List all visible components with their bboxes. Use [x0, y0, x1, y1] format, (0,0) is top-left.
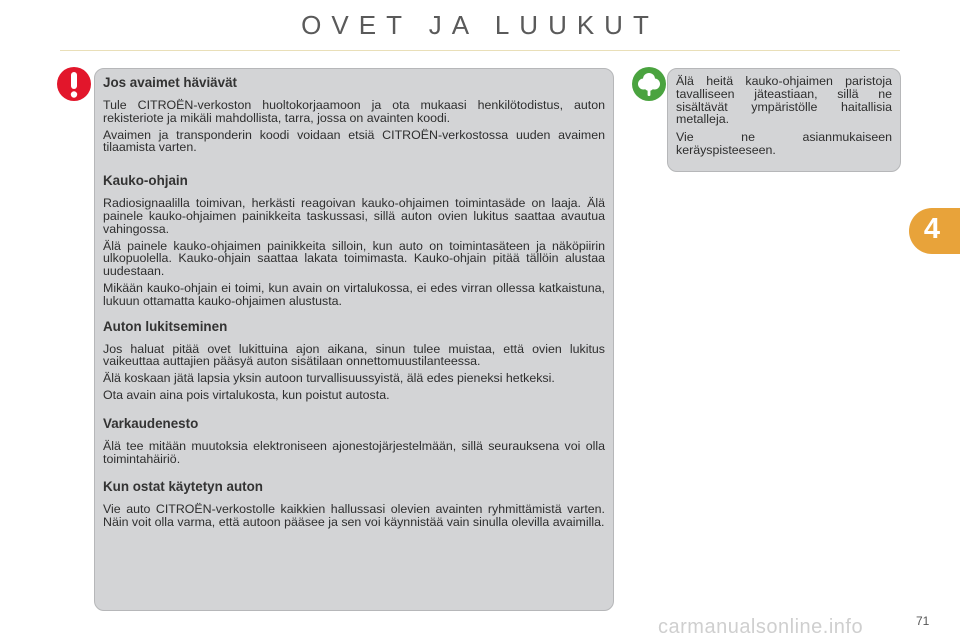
paragraph: Radiosignaalilla toimivan, herkästi reagoivan kauko-ohjaimen toimintasäde on laaja. Älä painele kauko-ohjaimen painikkeita taskussasi, sillä auton ovien lukitus saattaa avautua vahingossa. [103, 196, 605, 236]
leaf-icon [631, 66, 667, 102]
section-heading-immobiliser: Varkaudenesto [103, 415, 199, 431]
page-number: 71 [916, 614, 930, 628]
paragraph: Vie ne asianmukaiseen keräyspisteeseen. [676, 130, 892, 157]
section-heading-used-car: Kun ostat käytetyn auton [103, 479, 263, 495]
paragraph: Jos haluat pitää ovet lukittuina ajon aikana, sinun tulee muistaa, että ovien lukitus vaikeuttaa auttajien pääsyä auton sisätilaan onnettomuustilanteessa. [103, 341, 605, 369]
section-heading-lost-keys: Jos avaimet häviävät [103, 75, 237, 90]
environment-note-panel [667, 68, 901, 172]
chapter-tab [909, 208, 960, 254]
page-title: OVET JA LUUKUT [301, 10, 659, 40]
paragraph: Älä koskaan jätä lapsia yksin autoon turvallisuussyistä, älä edes pieneksi hetkeksi. [103, 371, 555, 386]
paragraph: Älä painele kauko-ohjaimen painikkeita silloin, kun auto on toimintasäteen ja näköpiirin ulkopuolella. Kauko-ohjain saattaa lakata toimimasta. Kauko-ohjain pitää tällöin alustaa uudestaan. [103, 238, 605, 279]
title-divider [60, 50, 900, 51]
paragraph: Ota avain aina pois virtalukosta, kun poistut autosta. [103, 387, 390, 402]
paragraph: Älä tee mitään muutoksia elektroniseen ajonestojärjestelmään, sillä seurauksena voi olla toimintahäiriö. [103, 438, 605, 466]
paragraph: Älä heitä kauko-ohjaimen paristoja tavalliseen jäteastiaan, sillä ne sisältävät ympäristölle haitallisia metalleja. [676, 74, 892, 127]
warning-panel [94, 68, 614, 611]
paragraph: Tule CITROËN-verkoston huoltokorjaamoon ja ota mukaasi henkilötodistus, auton rekisteriote ja mikäli mahdollista, tarra, jossa on avainten koodi. [103, 98, 605, 125]
exclamation-icon [56, 66, 92, 102]
paragraph: Vie auto CITROËN-verkostolle kaikkien hallussasi olevien avainten ryhmittämistä varten. Näin voit olla varma, että autoon pääsee ja sen voi käynnistää vain sinulla olevilla avaimilla. [103, 502, 605, 530]
paragraph: Mikään kauko-ohjain ei toimi, kun avain on virtalukossa, ei edes virran ollessa katkaistuna, lukuun ottamatta kauko-ohjaimen alustusta. [103, 280, 605, 308]
chapter-number: 4 [923, 213, 941, 245]
section-heading-remote-control: Kauko-ohjain [103, 173, 188, 189]
paragraph: Avaimen ja transponderin koodi voidaan etsiä CITROËN-verkostossa uuden avaimen tilaamista varten. [103, 127, 605, 155]
section-heading-locking: Auton lukitseminen [103, 318, 228, 334]
watermark: carmanualsonline.info [658, 616, 864, 638]
